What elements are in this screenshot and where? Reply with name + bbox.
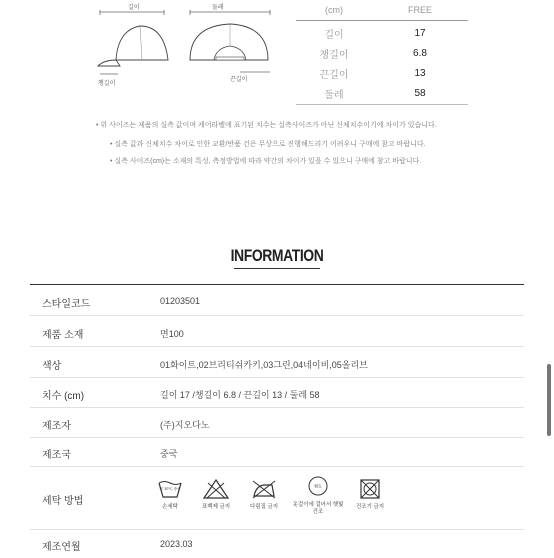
size-table	[296, 0, 468, 103]
row-value: 면100	[160, 329, 184, 339]
row-value: (주)지오다노	[160, 420, 210, 430]
row-key: 제조연월	[42, 542, 81, 553]
table-row	[30, 347, 524, 378]
hand-wash-inner: 약 30°C 중성	[159, 487, 181, 491]
size-row-value: 17	[414, 27, 426, 39]
care-label: 옷걸이에 걸어서 햇빛건조	[292, 502, 344, 515]
row-key: 스타일코드	[42, 299, 91, 310]
care-label: 손세탁	[162, 504, 178, 510]
size-row	[296, 43, 468, 63]
title-underline	[234, 268, 320, 269]
no-bleach-icon	[203, 479, 229, 499]
diagram-label-strap: 끈길이	[230, 77, 248, 83]
scrollbar-thumb[interactable]	[547, 364, 551, 436]
row-value: 2023.03	[160, 539, 193, 549]
size-table-unit: (cm)	[325, 5, 343, 15]
note-line: • 위 사이즈는 제품의 실측 값이며 케어라벨에 표기된 치수는 실측사이즈가 아닌 신체치수이기에 차이가 있습니다.	[96, 122, 437, 129]
size-row-value: 6.8	[413, 47, 427, 59]
no-iron-icon	[250, 479, 278, 499]
diagram-label-circumference: 둘레	[212, 5, 224, 11]
hand-wash-icon	[157, 479, 183, 499]
hand-wash-care	[148, 479, 192, 511]
care-label: 다림질 금지	[249, 504, 279, 510]
row-key: 제조국	[42, 450, 71, 461]
table-row	[30, 438, 524, 467]
no-tumble-dry-care	[348, 479, 392, 511]
row-key: 제품 소재	[42, 330, 84, 341]
row-key: 세탁 방법	[42, 496, 84, 507]
note-line: • 실측 값과 신체치수 차이로 인한 교환/반품 건은 무상으로 진행해드리기 어려우니 구매에 참고 바랍니다.	[110, 141, 426, 148]
size-row-name: 길이	[324, 29, 344, 41]
cap-diagram-icon	[90, 10, 290, 90]
size-table-free: FREE	[407, 5, 432, 15]
table-row	[30, 285, 524, 316]
row-value: 01화이트,02브리티쉬카키,03그린,04네이비,05올리브	[160, 360, 368, 370]
no-bleach-care	[192, 479, 240, 511]
information-title: INFORMATION	[230, 246, 324, 265]
care-label: 표백제 금지	[201, 504, 231, 510]
row-value: 01203501	[160, 296, 201, 306]
wet-clean-care	[290, 475, 346, 516]
wet-clean-inner: 웨트	[314, 483, 322, 489]
row-value: 중국	[160, 449, 178, 459]
size-row-name: 챙길이	[319, 49, 349, 61]
size-row	[296, 63, 468, 83]
row-key: 치수 (cm)	[42, 391, 85, 402]
size-table-header	[296, 0, 468, 21]
row-key: 색상	[42, 361, 62, 372]
row-key: 제조자	[42, 421, 71, 432]
diagram-label-length: 길이	[128, 5, 140, 11]
size-row	[296, 23, 468, 43]
size-row-name: 끈길이	[319, 69, 349, 81]
table-row	[30, 408, 524, 438]
care-label: 건조기 금지	[355, 504, 385, 510]
table-row	[30, 467, 524, 530]
size-diagram	[90, 0, 290, 100]
size-row-name: 둘레	[324, 89, 344, 101]
no-tumble-dry-icon	[359, 479, 381, 499]
wet-clean-icon	[307, 475, 329, 497]
table-row	[30, 378, 524, 408]
size-row	[296, 83, 468, 103]
note-line: • 실측 사이즈(cm)는 소재의 특성, 측정방법에 따라 약간의 차이가 있을 수 있으니 구매에 참고 바랍니다.	[110, 158, 422, 165]
diagram-label-brim: 챙길이	[98, 81, 116, 87]
size-table-divider	[296, 104, 468, 105]
size-row-value: 13	[414, 67, 426, 79]
table-row	[30, 316, 524, 347]
no-iron-care	[240, 479, 288, 511]
row-value: 길이 17 /챙길이 6.8 / 끈길이 13 / 둘레 58	[160, 390, 320, 400]
size-row-value: 58	[414, 87, 426, 99]
